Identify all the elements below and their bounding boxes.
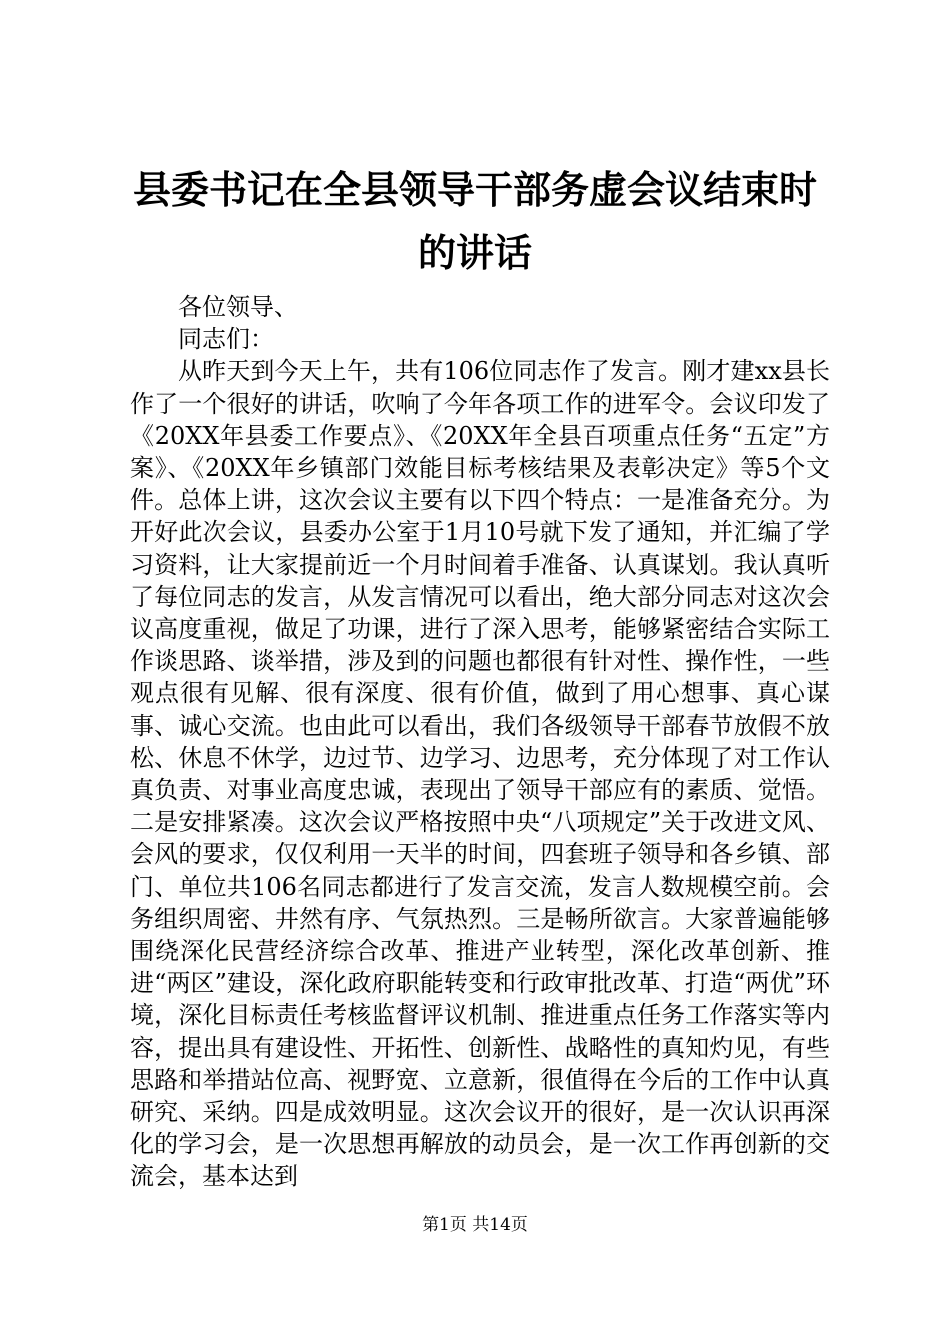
document-body [130, 291, 830, 1193]
page-footer: 第1页 共14页 [422, 1215, 528, 1235]
body-paragraph: 从昨天到今天上午，共有106位同志作了发言。刚才建xx县长作了一个很好的讲话，吹响了今年各项工作的进军令。会议印发了《20XX年县委工作要点》、《20XX年全县百项重点任务“五定”方案》、《20XX年乡镇部门效能目标考核结果及表彰决定》等5个文件。总体上讲，这次会议主要有以下四个特点：一是准备充分。为开好此次会议，县委办公室于1月10号就下发了通知，并汇编了学习资料，让大家提前近一个月时间着手准备、认真谋划。我认真听了每位同志的发言，从发言情况可以看出，绝大部分同志对这次会议高度重视，做足了功课，进行了深入思考，能够紧密结合实际工作谈思路、谈举措，涉及到的问题也都很有针对性、操作性，一些观点很有见解、很有深度、很有价值，做到了用心想事、真心谋事、诚心交流。也由此可以看出，我们各级领导干部春节放假不放松、休息不休学，边过节、边学习、边思考，充分体现了对工作认真负责、对事业高度忠诚，表现出了领导干部应有的素质、觉悟。二是安排紧凑。这次会议严格按照中央“八项规定”关于改进文风、会风的要求，仅仅利用一天半的时间，四套班子领导和各乡镇、部门、单位共106名同志都进行了发言交流，发言人数规模空前。会务组织周密、井然有序、气氛热烈。三是畅所欲言。大家普遍能够围绕深化民营经济综合改革、推进产业转型，深化改革创新、推进“两区”建设，深化政府职能转变和行政审批改革、打造“两优”环境，深化目标责任考核监督评议机制、推进重点任务工作落实等内容，提出具有建设性、开拓性、创新性、战略性的真知灼见，有些思路和举措站位高、视野宽、立意新，很值得在今后的工作中认真研究、采纳。四是成效明显。这次会议开的很好，是一次认识再深化的学习会，是一次思想再解放的动员会，是一次工作再创新的交流会，基本达到 [130, 357, 830, 1191]
salutation-line-1: 各位领导、 [178, 293, 298, 321]
document-title: 县委书记在全县领导干部务虚会议结束时的讲话 [132, 167, 817, 275]
salutation-line-2: 同志们： [178, 325, 274, 354]
